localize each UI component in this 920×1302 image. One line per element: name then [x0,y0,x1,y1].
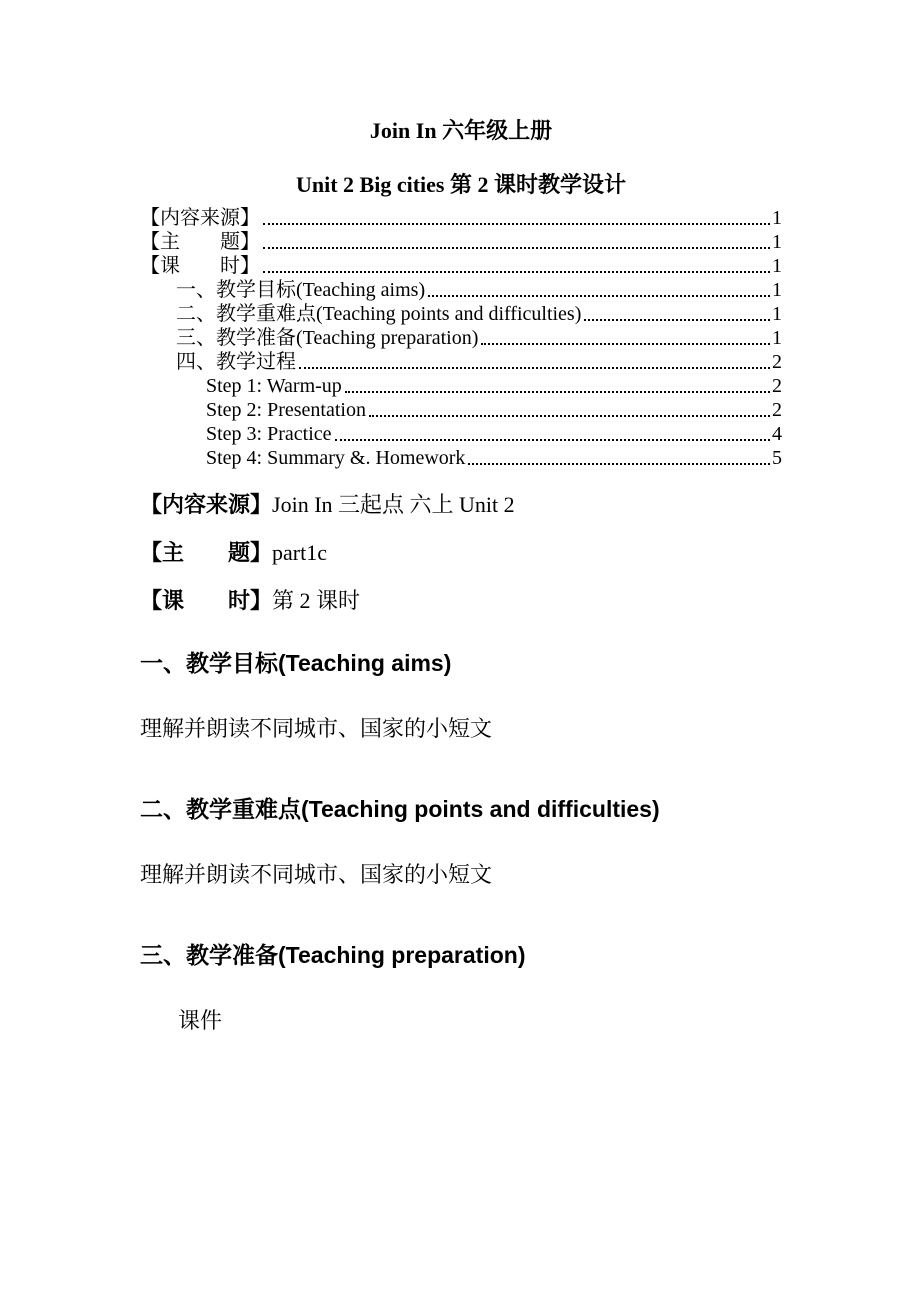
toc-entry-label: 三、教学准备(Teaching preparation) [176,327,479,349]
toc-page-number: 5 [772,447,782,469]
section-body: 理解并朗读不同城市、国家的小短文 [140,716,493,741]
toc-page-number: 1 [772,231,782,253]
toc-entry-label: Step 1: Warm-up [206,375,342,397]
toc-entry-label: 二、教学重难点(Teaching points and difficulties) [176,303,582,325]
section-body: 课件 [178,1008,223,1033]
section-heading: 三、教学准备(Teaching preparation) [140,942,526,968]
toc-page-number: 2 [772,399,782,421]
meta-label: 【内容来源】 [140,492,273,517]
toc-entry-period[interactable] [140,254,782,278]
toc-entry-content-source[interactable] [140,206,782,230]
toc-entry-label: Step 4: Summary &. Homework [206,447,466,469]
toc-entry-label: Step 2: Presentation [206,399,366,421]
meta-value: part1c [272,540,327,565]
section-heading: 二、教学重难点(Teaching points and difficulties) [140,796,660,822]
meta-row-period [140,588,782,614]
section-teaching-aims [140,648,782,744]
toc-page-number: 2 [772,351,782,373]
toc-entry-label: 四、教学过程 [176,351,296,373]
toc-dot-leader [369,415,770,417]
toc-entry-teaching-aims[interactable] [140,278,782,302]
toc-dot-leader [299,367,770,369]
meta-row-topic [140,540,782,566]
toc-page-number: 2 [772,375,782,397]
toc-dot-leader [481,343,770,345]
toc-dot-leader [428,295,770,297]
section-points-difficulties [140,794,782,890]
toc-entry-points-difficulties[interactable] [140,302,782,326]
toc-dot-leader [263,247,770,249]
toc-entry-step4-summary-homework[interactable] [140,446,782,470]
toc-entry-label: Step 3: Practice [206,423,332,445]
toc-page-number: 1 [772,255,782,277]
toc-entry-step1-warmup[interactable] [140,374,782,398]
doc-title: Join In 六年级上册 [369,118,553,143]
toc-entry-preparation[interactable] [140,326,782,350]
toc-dot-leader [345,391,770,393]
toc-entry-label: 【内容来源】 [140,207,260,229]
toc-entry-label: 【课 时】 [140,255,260,277]
toc-dot-leader [468,463,770,465]
section-body: 理解并朗读不同城市、国家的小短文 [140,862,493,887]
toc-page-number: 4 [772,423,782,445]
toc-entry-topic[interactable] [140,230,782,254]
meta-label: 【课 时】 [140,588,273,613]
doc-subtitle: Unit 2 Big cities 第 2 课时教学设计 [296,172,626,197]
meta-value: 第 2 课时 [272,588,361,613]
toc-page-number: 1 [772,327,782,349]
toc-entry-label: 【主 题】 [140,231,260,253]
toc-page-number: 1 [772,207,782,229]
meta-label: 【主 题】 [140,540,273,565]
toc-page-number: 1 [772,303,782,325]
section-heading: 一、教学目标(Teaching aims) [140,650,452,676]
section-preparation [140,940,782,1036]
meta-value: Join In 三起点 六上 Unit 2 [272,492,515,517]
toc-page-number: 1 [772,279,782,301]
toc-dot-leader [584,319,770,321]
document-meta [140,492,782,614]
toc-dot-leader [335,439,770,441]
table-of-contents [140,206,782,470]
toc-entry-process[interactable] [140,350,782,374]
toc-entry-label: 一、教学目标(Teaching aims) [176,279,426,301]
toc-entry-step3-practice[interactable] [140,422,782,446]
toc-dot-leader [263,223,770,225]
meta-row-content-source [140,492,782,518]
toc-dot-leader [263,271,770,273]
toc-entry-step2-presentation[interactable] [140,398,782,422]
